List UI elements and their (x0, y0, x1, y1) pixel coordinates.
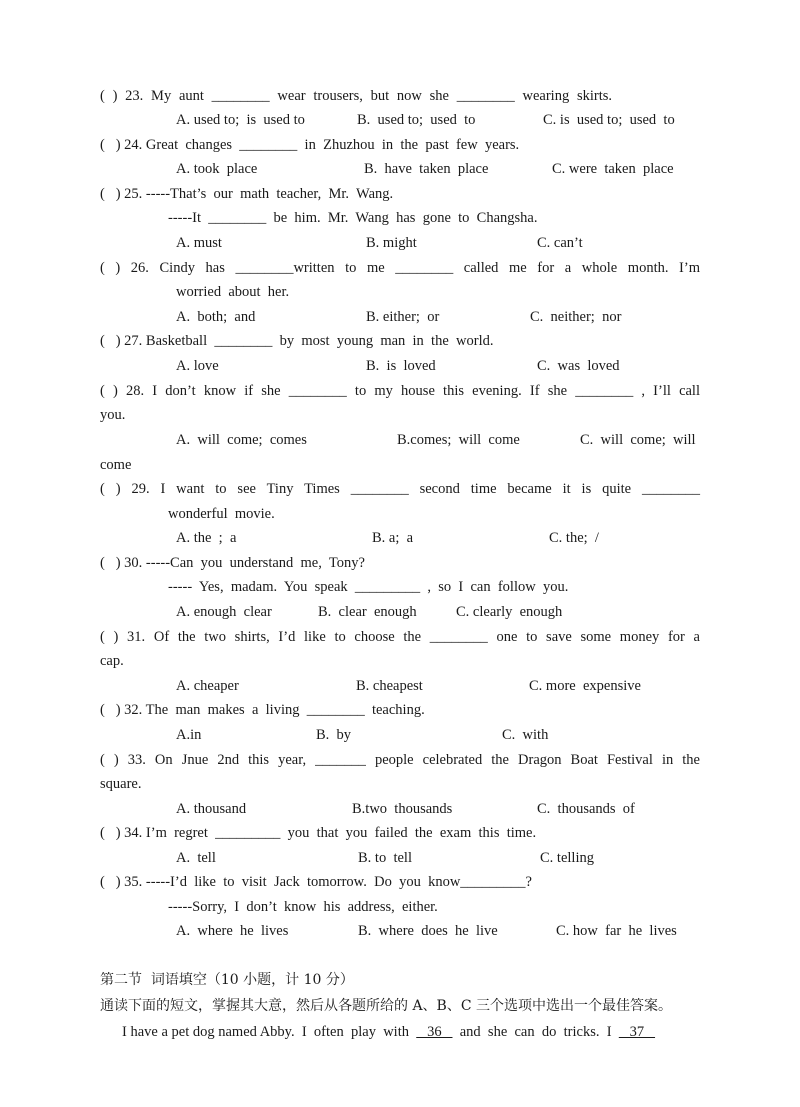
question-27-option-c: C. was loved (537, 358, 620, 374)
question-31-option-b: B. cheapest (356, 678, 423, 694)
blank-37: 37 (618, 1024, 656, 1040)
question-32-option-c: C. with (502, 727, 549, 743)
question-30-option-a: A. enough clear (176, 604, 272, 620)
question-24-option-c: C. were taken place (552, 161, 674, 177)
question-29-stem-line2: wonderful movie. (168, 506, 275, 522)
question-35-stem: ( ) 35. -----I’d like to visit Jack tomorrow. Do you know_________? (100, 874, 532, 890)
question-34-option-b: B. to tell (358, 850, 412, 866)
question-28-stem-line2: you. (100, 407, 126, 423)
question-31-stem: ( ) 31. Of the two shirts, I’d like to choose the ________ one to save some money for a (100, 629, 700, 645)
question-33-stem: ( ) 33. On Jnue 2nd this year, _______ people celebrated the Dragon Boat Festival in the (100, 752, 700, 768)
question-24-stem: ( ) 24. Great changes ________ in Zhuzhou in the past few years. (100, 137, 520, 153)
question-34-option-a: A. tell (176, 850, 216, 866)
question-28-option-c: C. will come; will (580, 432, 696, 448)
question-25-stem-line2: -----It ________ be him. Mr. Wang has gone to Changsha. (168, 210, 538, 226)
question-27-option-b: B. is loved (366, 358, 436, 374)
question-25-option-a: A. must (176, 235, 222, 251)
question-35-option-a: A. where he lives (176, 923, 289, 939)
question-30-option-b: B. clear enough (318, 604, 417, 620)
question-26-option-b: B. either; or (366, 309, 440, 325)
blank-36: 36 (416, 1024, 453, 1040)
section-2-title: 第二节 词语填空（10 小题，计 10 分） (100, 972, 354, 988)
question-29-option-c: C. the; / (549, 530, 599, 546)
question-27-stem: ( ) 27. Basketball ________ by most young man in the world. (100, 333, 494, 349)
question-35-option-b: B. where does he live (358, 923, 498, 939)
passage-first-line (122, 1022, 655, 1042)
question-32-option-a: A.in (176, 727, 202, 743)
passage-text-mid: and she can do tricks. I (452, 1024, 619, 1040)
question-27-option-a: A. love (176, 358, 219, 374)
section-2-instruction: 通读下面的短文，掌握其大意，然后从各题所给的 A、B、C 三个选项中选出一个最佳答案。 (100, 998, 673, 1014)
question-23-option-a: A. used to; is used to (176, 112, 305, 128)
question-28-option-c-continued: come (100, 457, 132, 473)
question-28-stem: ( ) 28. I don’t know if she ________ to my house this evening. If she ________ , I’ll call (100, 383, 700, 399)
question-28-option-b: B.comes; will come (397, 432, 520, 448)
question-35-option-c: C. how far he lives (556, 923, 677, 939)
question-23-option-c: C. is used to; used to (543, 112, 675, 128)
question-33-option-a: A. thousand (176, 801, 247, 817)
question-30-stem-line2: ----- Yes, madam. You speak _________ , so I can follow you. (168, 579, 569, 595)
question-33-option-b: B.two thousands (352, 801, 453, 817)
question-24-option-a: A. took place (176, 161, 258, 177)
question-29-stem: ( ) 29. I want to see Tiny Times ________ second time became it is quite ________ (100, 481, 700, 497)
question-25-stem: ( ) 25. -----That’s our math teacher, Mr. Wang. (100, 186, 394, 202)
question-26-option-c: C. neither; nor (530, 309, 622, 325)
question-35-stem-line2: -----Sorry, I don’t know his address, either. (168, 899, 438, 915)
question-25-option-b: B. might (366, 235, 417, 251)
question-31-stem-line2: cap. (100, 653, 124, 669)
question-28-option-a: A. will come; comes (176, 432, 307, 448)
question-26-stem: ( ) 26. Cindy has ________written to me ________ called me for a whole month. I’m (100, 260, 700, 276)
question-32-stem: ( ) 32. The man makes a living ________ teaching. (100, 702, 425, 718)
question-29-option-b: B. a; a (372, 530, 414, 546)
question-31-option-c: C. more expensive (529, 678, 641, 694)
question-23-stem: ( ) 23. My aunt ________ wear trousers, but now she ________ wearing skirts. (100, 88, 612, 104)
question-25-option-c: C. can’t (537, 235, 583, 251)
question-24-option-b: B. have taken place (364, 161, 489, 177)
question-26-option-a: A. both; and (176, 309, 256, 325)
question-32-option-b: B. by (316, 727, 352, 743)
question-34-stem: ( ) 34. I’m regret _________ you that you failed the exam this time. (100, 825, 537, 841)
question-33-stem-line2: square. (100, 776, 142, 792)
question-29-option-a: A. the ; a (176, 530, 237, 546)
passage-text-start: I have a pet dog named Abby. I often play with (122, 1024, 409, 1040)
question-30-option-c: C. clearly enough (456, 604, 563, 620)
question-33-option-c: C. thousands of (537, 801, 635, 817)
question-34-option-c: C. telling (540, 850, 594, 866)
question-26-stem-line2: worried about her. (176, 284, 290, 300)
question-31-option-a: A. cheaper (176, 678, 239, 694)
question-23-option-b: B. used to; used to (357, 112, 476, 128)
question-30-stem: ( ) 30. -----Can you understand me, Tony? (100, 555, 365, 571)
